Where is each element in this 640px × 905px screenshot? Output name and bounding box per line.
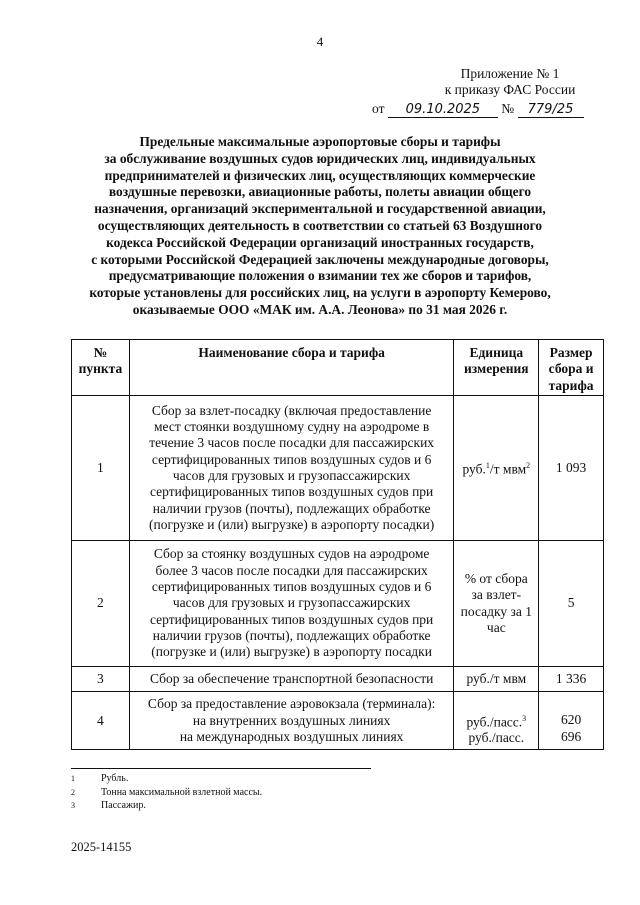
unit-line: % от сбора — [464, 570, 528, 586]
name-line: сертифицированных типов воздушных судов и 6 — [151, 451, 432, 467]
title-line: за обслуживание воздушных судов юридических лиц, индивидуальных — [104, 150, 536, 166]
unit-line: за взлет- — [471, 587, 522, 603]
table-row — [72, 541, 604, 667]
footnote — [71, 799, 371, 813]
name-line: сертифицированных типов воздушных судов при — [149, 611, 434, 627]
footnote-mark: 1 — [71, 774, 75, 783]
table-row — [72, 667, 604, 692]
footnote — [71, 786, 371, 800]
appendix-title: Приложение № 1 — [460, 66, 560, 81]
footnote-text: Тонна максимальной взлетной массы. — [101, 786, 263, 798]
name-line: на международных воздушных линиях — [179, 728, 404, 744]
header-name-text: Наименование сбора и тарифа — [198, 345, 385, 360]
title-line: назначения, организаций экспериментальной и государственной авиации, — [94, 201, 546, 217]
order-reference — [372, 101, 612, 118]
footnote — [71, 772, 371, 786]
title-line: с которыми Российской Федерацией заключены международные договоры, — [91, 251, 549, 267]
name-line: более 3 часов после посадки для пассажирских — [155, 562, 428, 578]
row-number: 3 — [72, 667, 130, 692]
name-line: (погрузке и (или) выгрузке) в аэропорту посадки — [151, 644, 432, 660]
title-line: оказываемые ООО «МАК им. А.А. Леонова» по 31 мая 2026 г. — [132, 301, 508, 317]
document-number: 2025-14155 — [71, 840, 132, 854]
row-unit — [454, 396, 539, 541]
footnote-ref: 2 — [526, 461, 531, 471]
title-line: осуществляющих деятельность в соответствии со статьей 63 Воздушного — [97, 217, 543, 233]
title-line: которые установлены для российских лиц, на услуги в аэропорту Кемерово, — [89, 285, 551, 301]
title-line: воздушные перевозки, авиационные работы, полеты авиации общего — [108, 184, 532, 200]
row-unit — [454, 692, 539, 750]
name-line: сертифицированных типов воздушных судов при — [149, 484, 434, 500]
unit-text: руб. — [462, 461, 486, 477]
value-line: 696 — [560, 728, 582, 744]
footnote-mark: 2 — [71, 787, 75, 797]
header-number-line: № — [93, 345, 108, 360]
appendix-order: к приказу ФАС России — [444, 82, 576, 97]
footnote-ref: 3 — [522, 713, 527, 723]
name-line: (погрузке и (или) выгрузке) в аэропорту посадки) — [149, 516, 435, 532]
unit-line: руб./пасс. — [468, 730, 525, 746]
name-line: наличии грузов (почты), подлежащих обработке — [152, 500, 431, 516]
appendix-header — [420, 66, 600, 98]
row-name — [129, 692, 454, 750]
footnote-text: Пассажир. — [101, 800, 146, 811]
name-line: мест стоянки воздушному судну на аэродроме в — [153, 419, 430, 435]
row-name — [129, 396, 454, 541]
order-number: 779/25 — [518, 102, 584, 118]
table-row — [72, 396, 604, 541]
name-line: Сбор за стоянку воздушных судов на аэродроме — [153, 546, 430, 562]
name-line: сертифицированных типов воздушных судов и 6 — [151, 579, 432, 595]
row-value — [539, 692, 604, 750]
row-value: 1 093 — [539, 396, 604, 541]
title-line: предусматривающие положения о взимании тех же сборов и тарифов, — [108, 268, 532, 284]
header-unit-line: Единица — [469, 345, 524, 360]
row-value: 1 336 — [539, 667, 604, 692]
header-value-line: Размер — [549, 345, 593, 360]
row-unit — [454, 541, 539, 667]
title-line: Предельные максимальные аэропортовые сборы и тарифы — [139, 134, 501, 149]
name-line: часов для грузовых и грузопассажирских — [172, 468, 411, 483]
footnotes — [71, 768, 371, 813]
name-line: течение 3 часов после посадки для пассажирских — [149, 435, 435, 451]
document-title — [80, 134, 560, 319]
order-date: 09.10.2025 — [388, 102, 498, 118]
number-label: № — [501, 101, 515, 116]
unit-text: /т мвм — [489, 461, 527, 477]
row-number: 4 — [72, 692, 130, 750]
row-value: 5 — [539, 541, 604, 667]
value-line: 620 — [560, 712, 582, 728]
unit-line: час — [486, 619, 506, 635]
row-unit: руб./т мвм — [454, 667, 539, 692]
row-name — [129, 541, 454, 667]
page-number: 4 — [316, 34, 324, 49]
header-number-line: пункта — [78, 361, 123, 377]
header-value-line: тарифа — [548, 377, 594, 393]
unit-text: руб./пасс. — [466, 714, 523, 730]
header-value-line: сбора и — [548, 361, 594, 377]
name-line: Сбор за взлет-посадку (включая предоставление — [151, 402, 432, 418]
row-name: Сбор за обеспечение транспортной безопасности — [129, 667, 454, 692]
unit-line: посадку за 1 — [460, 603, 532, 619]
header-value — [539, 340, 604, 396]
name-line: часов для грузовых и грузопассажирских — [172, 595, 411, 611]
header-name — [129, 340, 454, 396]
unit-line — [456, 711, 536, 731]
row-number: 1 — [72, 396, 130, 541]
title-line: предпринимателей и физических лиц, осуществляющих коммерческие — [104, 167, 536, 183]
row-number: 2 — [72, 541, 130, 667]
header-unit-line: измерения — [464, 361, 529, 377]
title-line: кодекса Российской Федерации организаций иностранных государств, — [106, 234, 534, 250]
name-line: на внутренних воздушных линиях — [192, 712, 391, 728]
footnote-mark: 3 — [71, 801, 75, 810]
from-label: от — [372, 101, 385, 116]
table-header-row — [72, 340, 604, 396]
header-number — [72, 340, 130, 396]
name-line: Сбор за предоставление аэровокзала (терминала): — [147, 696, 436, 712]
name-line: наличии грузов (почты), подлежащих обработке — [152, 627, 431, 643]
table-row — [72, 692, 604, 750]
tariffs-table — [71, 339, 604, 750]
header-unit — [454, 340, 539, 396]
footnote-ref: 1 — [485, 461, 490, 471]
footnote-text: Рубль. — [101, 773, 129, 784]
